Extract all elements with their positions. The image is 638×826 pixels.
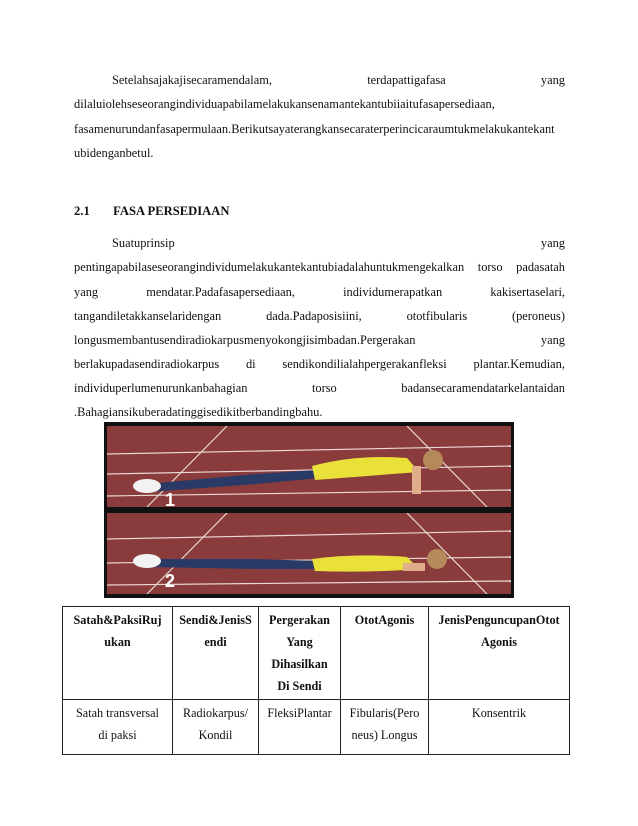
header-otot-agonis <box>341 607 429 700</box>
body-word: ototfibularis <box>406 309 468 323</box>
cell-line: neus) Longus <box>351 728 418 742</box>
header-satah-paksi <box>63 607 173 700</box>
body-word: mendatar.Padafasapersediaan, <box>146 285 295 299</box>
body-line-1 <box>112 235 565 251</box>
intro-line-3: fasamenurundanfasapermulaan.Berikutsayaterangkansecaraterperincicaraumtukmelakukantekant <box>74 122 555 136</box>
body-word: yang <box>540 333 565 347</box>
body-word: berlakupadasendiradiokarpus <box>74 357 220 371</box>
header-line: Pergerakan <box>269 613 330 627</box>
cell-pergerakan <box>259 700 341 755</box>
body-word: torso <box>477 260 503 274</box>
body-line-5 <box>74 332 565 348</box>
header-pergerakan <box>259 607 341 700</box>
body-word: di <box>245 357 256 371</box>
cell-line: Fibularis(Pero <box>349 706 420 720</box>
header-jenis-penguncupan <box>429 607 570 700</box>
header-line: Yang <box>286 635 313 649</box>
body-line-6 <box>74 356 565 372</box>
intro-line-2: dilaluiolehseseorangindividuapabilamelakukansenamantekantubiiaitufasapersediaan, <box>74 97 495 111</box>
body-word: pentingapabilaseseorangindividumelakukantekantubiadalahuntukmengekalkan <box>74 260 465 274</box>
body-word: torso <box>311 381 337 395</box>
cell-line: Radiokarpus/ <box>183 706 248 720</box>
body-line-8 <box>74 404 565 420</box>
header-line: Dihasilkan <box>271 657 328 671</box>
body-word: individumerapatkan <box>343 285 443 299</box>
photo-phase-1 <box>107 426 511 507</box>
header-line: JenisPenguncupanOtot <box>438 613 560 627</box>
intro-word: terdapattigafasa <box>367 73 446 87</box>
table-row <box>63 700 570 755</box>
header-line: OtotAgonis <box>354 613 415 627</box>
section-number: 2.1 <box>74 204 90 218</box>
table-header-row <box>63 607 570 700</box>
body-word: Suatuprinsip <box>112 236 175 250</box>
intro-word: yang <box>540 73 565 87</box>
body-word: badansecaramendatarkelantaidan <box>401 381 565 395</box>
intro-line-1 <box>112 72 565 88</box>
pushup-figure <box>104 422 514 598</box>
intro-word: Setelahsajakajisecaramendalam, <box>112 73 272 87</box>
analysis-table <box>62 606 570 755</box>
cell-line: di paksi <box>98 728 137 742</box>
section-title: FASA PERSEDIAAN <box>113 204 230 218</box>
body-word: kakisertaselari, <box>490 285 565 299</box>
cell-line: Satah transversal <box>76 706 159 720</box>
body-line-2 <box>74 259 565 275</box>
body-word: yang <box>74 285 99 299</box>
body-line-3 <box>74 284 565 300</box>
header-line: Sendi&JenisS <box>179 613 252 627</box>
body-word: sendikondilialahpergerakanfleksi <box>282 357 447 371</box>
cell-line: Konsentrik <box>471 706 527 720</box>
body-word: individuperlumenurunkanbahagian <box>74 381 248 395</box>
photo-phase-2 <box>107 513 511 594</box>
body-line-7 <box>74 380 565 396</box>
phase-number-1: 1 <box>165 490 176 507</box>
cell-jenis <box>429 700 570 755</box>
body-word: yang <box>540 236 565 250</box>
body-word: dada.Padaposisiini, <box>266 309 362 323</box>
cell-line: FleksiPlantar <box>267 706 332 720</box>
body-word: padasatah <box>516 260 565 274</box>
cell-line: Kondil <box>198 728 233 742</box>
body-word: (peroneus) <box>511 309 565 323</box>
phase-number-2: 2 <box>165 571 176 591</box>
body-line-4 <box>74 308 565 324</box>
header-line: Di Sendi <box>277 679 322 693</box>
cell-otot <box>341 700 429 755</box>
header-sendi-jenis <box>173 607 259 700</box>
header-line: endi <box>204 635 227 649</box>
intro-line-4: ubidenganbetul. <box>74 146 154 160</box>
body-word: tangandiletakkanselaridengan <box>74 309 222 323</box>
header-line: Agonis <box>481 635 517 649</box>
cell-satah <box>63 700 173 755</box>
header-line: ukan <box>104 635 131 649</box>
body-word: longusmembantusendiradiokarpusmenyokongjisimbadan.Pergerakan <box>74 333 416 347</box>
body-word: .Bahagiansikuberadatinggisedikitberbandingbahu. <box>74 405 323 419</box>
header-line: Satah&PaksiRuj <box>73 613 162 627</box>
section-heading <box>74 203 229 219</box>
cell-sendi <box>173 700 259 755</box>
body-word: plantar.Kemudian, <box>473 357 565 371</box>
